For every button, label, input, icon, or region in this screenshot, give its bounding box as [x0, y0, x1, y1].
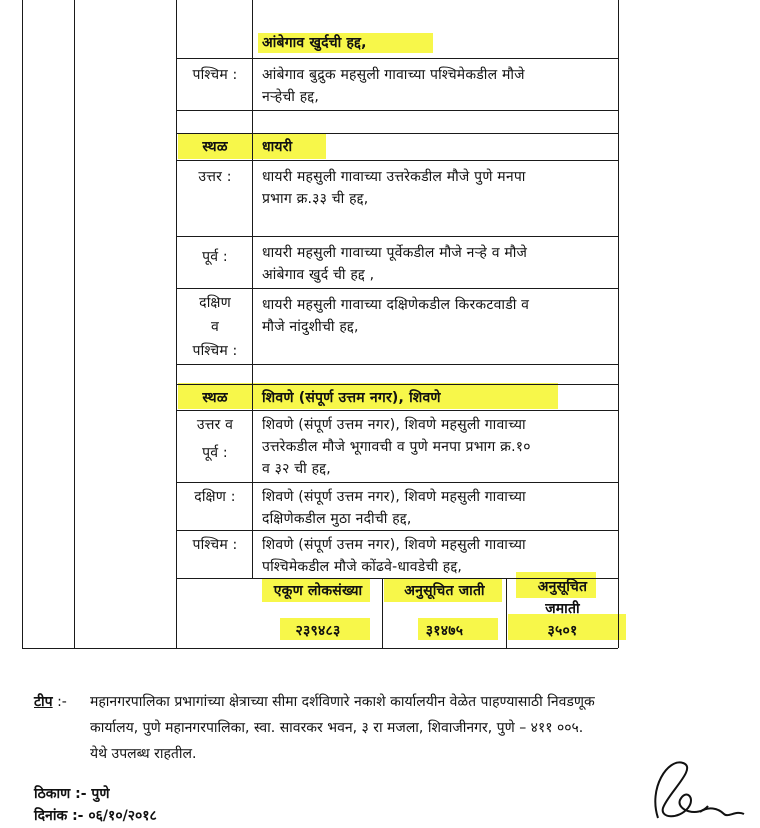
table-border [252, 0, 253, 578]
sthal-label: स्थळ [202, 139, 228, 155]
table-border [176, 482, 618, 483]
st-label: जमाती [545, 601, 580, 617]
sthal-value: धायरी [262, 139, 293, 155]
table-border [176, 530, 618, 531]
boundary-text: प्रभाग क्र.३३ ची हद्द, [262, 191, 369, 207]
boundary-text: आंबेगाव खुर्दची हद्द, [262, 35, 367, 51]
boundary-text: उत्तरेकडील मौजे भूगावची व पुणे मनपा प्रभाग क्र.१० [262, 439, 531, 455]
north-east-label: उत्तर व [196, 417, 234, 433]
tip-text: येथे उपलब्ध राहतील. [90, 746, 197, 762]
south-west-label: व [211, 319, 219, 335]
table-border [22, 0, 23, 648]
sc-value: ३१४७५ [425, 623, 464, 639]
boundary-text: दक्षिणेकडील मुठा नदीची हद्द, [262, 511, 412, 527]
table-border [176, 410, 618, 411]
table-border [176, 133, 618, 134]
table-border [176, 384, 618, 385]
table-border [618, 0, 619, 648]
boundary-text: नऱ्हेची हद्द, [262, 89, 320, 105]
boundary-text: आंबेगाव बुद्रुक महसुली गावाच्या पश्चिमेकडील मौजे [262, 67, 525, 83]
table-border [176, 58, 618, 59]
boundary-text: मौजे नांदुशीची हद्द, [262, 319, 359, 335]
tip-text: महानगरपालिका प्रभागांच्या क्षेत्राच्या सीमा दर्शविणारे नकाशे कार्यालयीन वेळेत पाहण्यासाठी निवडणूक [90, 694, 595, 710]
north-label: उत्तर : [198, 169, 232, 185]
boundary-text: शिवणे (संपूर्ण उत्तम नगर), शिवणे महसुली गावाच्या [262, 417, 526, 433]
sthal-label: स्थळ [202, 390, 228, 406]
table-border [74, 0, 75, 648]
table-border [176, 110, 618, 111]
tip-text: कार्यालय, पुणे महानगरपालिका, स्वा. सावरकर भवन, ३ रा मजला, शिवाजीनगर, पुणे – ४११ ००५. [90, 720, 584, 736]
st-value: ३५०१ [547, 623, 578, 639]
table-border [176, 364, 618, 365]
south-label: दक्षिण : [194, 489, 236, 505]
date: दिनांक :- ०६/१०/२०१८ [34, 808, 157, 824]
west-label: पश्चिम : [192, 67, 238, 83]
south-west-label: दक्षिण [199, 295, 231, 311]
sthal-value: शिवणे (संपूर्ण उत्तम नगर), शिवणे [262, 390, 441, 406]
table-border [176, 288, 618, 289]
boundary-text: पश्चिमेकडील मौजे कोंढवे-धावडेची हद्द, [262, 559, 463, 575]
table-border [176, 236, 618, 237]
boundary-text: व ३२ ची हद्द, [262, 461, 331, 477]
south-west-label: पश्चिम : [192, 343, 238, 359]
table-border [176, 160, 618, 161]
boundary-text: आंबेगाव खुर्द ची हद्द , [262, 267, 375, 283]
boundary-text: धायरी महसुली गावाच्या उत्तरेकडील मौजे पुणे मनपा [262, 169, 526, 185]
east-label: पूर्व : [202, 249, 228, 265]
tip-key [34, 690, 67, 714]
west-label: पश्चिम : [192, 537, 238, 553]
st-label: अनुसूचित [537, 579, 588, 595]
boundary-text: धायरी महसुली गावाच्या पूर्वेकडील मौजे नऱ्हे व मौजे [262, 245, 528, 261]
boundary-text: धायरी महसुली गावाच्या दक्षिणेकडील किरकटवाडी व [262, 297, 530, 313]
place: ठिकाण :- पुणे [34, 786, 110, 802]
total-population-label: एकूण लोकसंख्या [273, 583, 363, 599]
boundary-text: शिवणे (संपूर्ण उत्तम नगर), शिवणे महसुली गावाच्या [262, 489, 526, 505]
boundary-text: शिवणे (संपूर्ण उत्तम नगर), शिवणे महसुली गावाच्या [262, 537, 526, 553]
table-border [176, 0, 177, 648]
total-population-value: २३९४८३ [295, 623, 341, 639]
tip-separator: :- [57, 694, 67, 710]
tip-label: टीप [34, 694, 53, 710]
table-border [22, 648, 618, 649]
signature-image [628, 748, 748, 828]
sc-label: अनुसूचित जाती [404, 583, 485, 599]
north-east-label: पूर्व : [202, 445, 228, 461]
